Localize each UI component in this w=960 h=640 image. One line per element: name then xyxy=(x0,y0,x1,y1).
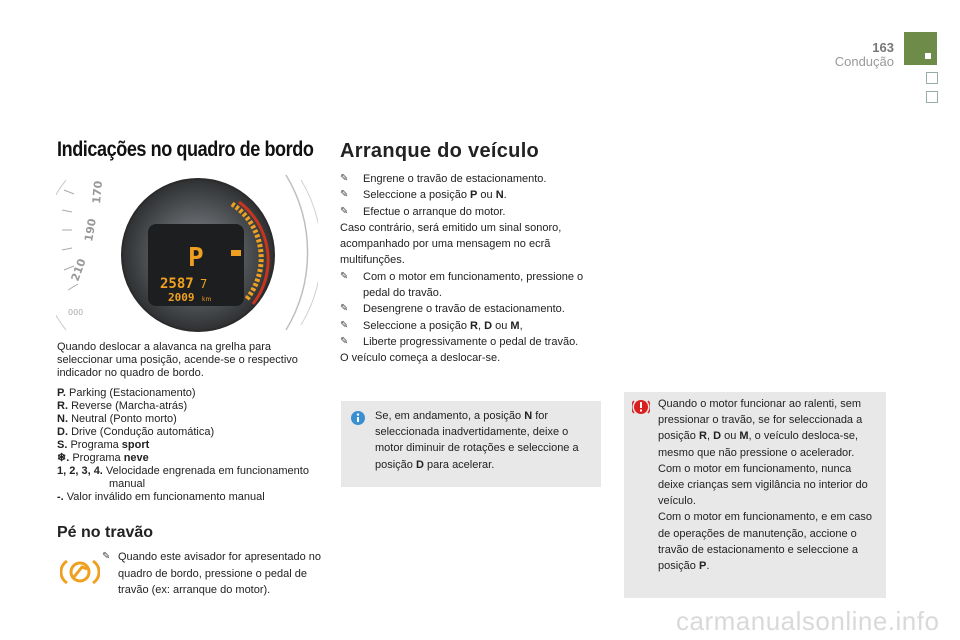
bold-term: P xyxy=(698,560,707,573)
gear-legend-item: N. Neutral (Ponto morto) xyxy=(57,413,177,425)
gear-legend-key: D. xyxy=(57,426,72,438)
step-item: ✎ Engrene o travão de estacionamento. xyxy=(340,171,605,187)
warning-box xyxy=(624,392,886,598)
gear-legend-item: S. Programa sport xyxy=(57,439,150,451)
bullet-icon: ✎ xyxy=(340,270,349,282)
step-note: Caso contrário, será emitido um sinal sonoro, acompanhado por uma mensagem no ecrã multifunções. xyxy=(340,221,562,267)
step-item: ✎ Com o motor em funcionamento, pressione o pedal do travão. xyxy=(340,270,584,300)
gear-legend-program: neve xyxy=(120,452,149,464)
trip-display: 2009 xyxy=(168,291,195,304)
speedo-tick-label: 190 xyxy=(82,217,99,243)
info-icon xyxy=(351,411,365,425)
page-number: 163 xyxy=(872,40,894,55)
warning-box-text: Quando o motor funcionar ao ralenti, sem pressionar o travão, se for seleccionada a posição R, D ou M, o veículo desloca-se, mesmo que não pressione o acelerador. Com o motor em funcionamento, nunca deixe crianças sem vigilância no interior do veículo. Com o motor em funcionamento, e em caso de operações de manutenção, accione o travão de estacionamento e seleccione a posição P. xyxy=(658,398,872,573)
odometer-display: 2587 xyxy=(160,276,194,292)
section-tab-box xyxy=(926,72,938,84)
heading-foot-on-brake: Pé no travão xyxy=(57,524,154,541)
gear-legend-key: ❄. xyxy=(57,452,73,464)
speedo-tick-label: 170 xyxy=(90,180,105,205)
gear-legend-key: -. xyxy=(57,491,67,503)
bold-term: D xyxy=(484,319,493,332)
gear-legend-program: sport xyxy=(118,439,150,451)
step-item: ✎ Efectue o arranque do motor. xyxy=(340,204,605,220)
info-box xyxy=(341,401,601,487)
gear-legend-item: -. Valor inválido em funcionamento manual xyxy=(57,491,265,503)
speedo-tick-label: 000 xyxy=(68,308,84,317)
step-item: ✎ Seleccione a posição P ou N. xyxy=(340,187,605,203)
foot-on-brake-icon xyxy=(60,558,100,586)
gear-legend-item: R. Reverse (Marcha-atrás) xyxy=(57,400,188,412)
chapter-tab xyxy=(904,32,937,65)
gear-legend-item: 1, 2, 3, 4. Velocidade engrenada em funcionamento manual xyxy=(57,465,309,490)
gear-legend-key: 1, 2, 3, 4. xyxy=(57,465,106,477)
gear-legend-key: R. xyxy=(57,400,72,412)
step-item: ✎ Liberte progressivamente o pedal de travão. xyxy=(340,334,605,350)
section-tab-box xyxy=(926,91,938,103)
chapter-title: Condução xyxy=(834,54,894,69)
heading-dashboard-indications: Indicações no quadro de bordo xyxy=(57,138,314,161)
trip-unit: km xyxy=(202,296,212,303)
start-steps-list xyxy=(340,171,605,367)
bullet-icon: ✎ xyxy=(340,173,349,184)
bold-term: R xyxy=(698,430,707,443)
bold-term: N xyxy=(495,189,504,202)
bold-term: D xyxy=(713,430,722,443)
gear-legend-key: N. xyxy=(57,413,72,425)
step-note: O veículo começa a deslocar-se. xyxy=(340,352,501,365)
gear-legend-key: S. xyxy=(57,439,71,451)
bullet-icon: ✎ xyxy=(340,335,349,347)
fuel-pump-icon xyxy=(231,250,241,256)
gear-legend-item: P. Parking (Estacionamento) xyxy=(57,387,196,399)
tab-marker-icon xyxy=(925,53,931,59)
info-box-text: Se, em andamento, a posição N for seleccionada inadvertidamente, deixe o motor diminuir de rotações e seleccione a posição D para acelerar. xyxy=(375,410,579,471)
step-item: ✎ Seleccione a posição R, D ou M, xyxy=(340,318,605,334)
bullet-icon: ✎ xyxy=(340,319,349,331)
foot-on-brake-text xyxy=(102,549,328,599)
bullet-icon: ✎ xyxy=(340,189,349,201)
gear-indicator: P xyxy=(188,243,204,273)
gear-legend xyxy=(57,387,319,504)
bold-term: P xyxy=(470,189,478,202)
warning-icon xyxy=(632,398,650,416)
bullet-icon: ✎ xyxy=(340,303,349,315)
gear-legend-item: ❄. Programa neve xyxy=(57,452,149,464)
gear-intro-text: Quando deslocar a alavanca na grelha para seleccionar uma posição, acende-se o respectivo indicador no quadro de bordo. xyxy=(57,341,298,379)
bold-term: M xyxy=(739,430,749,443)
bold-term: M xyxy=(510,319,520,332)
watermark: carmanualsonline.info xyxy=(676,606,940,636)
bold-term: D xyxy=(415,458,424,471)
bold-term: N xyxy=(524,410,533,422)
speedo-tick-label: 210 xyxy=(68,256,89,284)
step-item: ✎ Desengrene o travão de estacionamento. xyxy=(340,301,605,317)
gear-legend-item: D. Drive (Condução automática) xyxy=(57,426,215,438)
foot-on-brake-instruction: Quando este avisador for apresentado no quadro de bordo, pressione o pedal de travão (ex: arranque do motor). xyxy=(118,551,322,596)
dashboard-illustration xyxy=(56,170,318,335)
odometer-decimal: 7 xyxy=(200,277,208,291)
gear-legend-key: P. xyxy=(57,387,70,399)
bold-term: R xyxy=(470,319,478,332)
heading-vehicle-start: Arranque do veículo xyxy=(340,140,540,162)
bullet-icon: ✎ xyxy=(340,205,349,217)
bullet-icon: ✎ xyxy=(102,551,111,562)
